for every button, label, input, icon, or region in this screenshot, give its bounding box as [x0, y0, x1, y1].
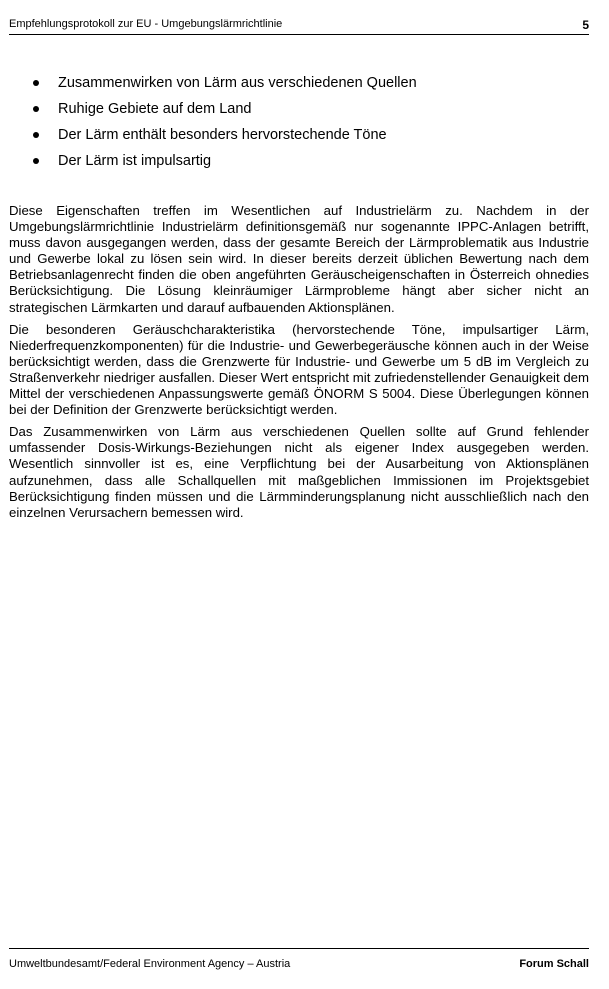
bullet-text: Zusammenwirken von Lärm aus verschiedenen Quellen [58, 75, 417, 91]
body-text [9, 203, 589, 527]
paragraph: Diese Eigenschaften treffen im Wesentlichen auf Industrielärm zu. Nachdem in der Umgebungslärmrichtlinie Industrielärm definitionsgemäß nur sogenannte IPPC-Anlagen betrifft, muss davon ausgegangen werden, dass der gesamte Bereich der Lärmproblematik aus Industrie und Gewerbe lokal zu lösen sein wird. In dieser bereits derzeit üblichen Bewertung nach dem Betriebsanlagenrecht finden die oben angeführten Geräuscheigenschaften in Österreich ohnedies Berücksichtigung. Die Lösung kleinräumiger Lärmprobleme hängt aber sicher nicht an strategischen Lärmkarten und darauf aufbauenden Aktionsplänen. [9, 203, 589, 315]
bullet-item [30, 148, 590, 174]
bullet-text: Der Lärm ist impulsartig [58, 153, 212, 169]
bullet-dot-icon [33, 106, 39, 112]
paragraph: Die besonderen Geräuschcharakteristika (hervorstechende Töne, impulsartiger Lärm, Niederfrequenzkomponenten) für die Industrie- und Gewerbegeräusche können auch in der Weise berücksichtigt werden, dass die Grenzwerte für Industrie- und Gewerbe um 5 dB im Vergleich zu Straßenverkehr niedriger ausfallen. Dieser Wert entspricht mit zufriedenstellender Genauigkeit dem Mittel der verschiedenen Anpassungswerte gemäß ÖNORM S 5004. Diese Überlegungen können bei der Definition der Grenzwerte berücksichtigt werden. [9, 321, 589, 418]
footer-forum: Forum Schall [519, 958, 589, 970]
page-header [9, 12, 589, 35]
bullet-item [30, 96, 590, 122]
bullet-text: Ruhige Gebiete auf dem Land [58, 101, 252, 117]
header-title: Empfehlungsprotokoll zur EU - Umgebungslärmrichtlinie [9, 18, 283, 30]
footer-publisher: Umweltbundesamt/Federal Environment Agency – Austria [9, 958, 291, 970]
paragraph: Das Zusammenwirken von Lärm aus verschiedenen Quellen sollte auf Grund fehlender umfassender Dosis-Wirkungs-Beziehungen nicht als eigener Index ausgegeben werden. Wesentlich sinnvoller ist es, eine Verpflichtung bei der Ausarbeitung von Aktionsplänen aufzunehmen, dass alle Schallquellen mit maßgeblichen Immissionen im Projektsgebiet Berücksichtigung finden müssen und die Lärmminderungsplanung nicht ausschließlich nach den einzelnen Verursachern bemessen wird. [9, 424, 589, 520]
bullet-item [30, 122, 590, 148]
page-number: 5 [582, 18, 589, 32]
bullet-text: Der Lärm enthält besonders hervorstechende Töne [58, 127, 387, 143]
page-footer [9, 948, 589, 973]
bullet-item [30, 70, 590, 96]
bullet-dot-icon [33, 132, 39, 138]
bullet-dot-icon [33, 158, 39, 164]
bullet-dot-icon [33, 80, 39, 86]
bullet-list [30, 70, 590, 174]
